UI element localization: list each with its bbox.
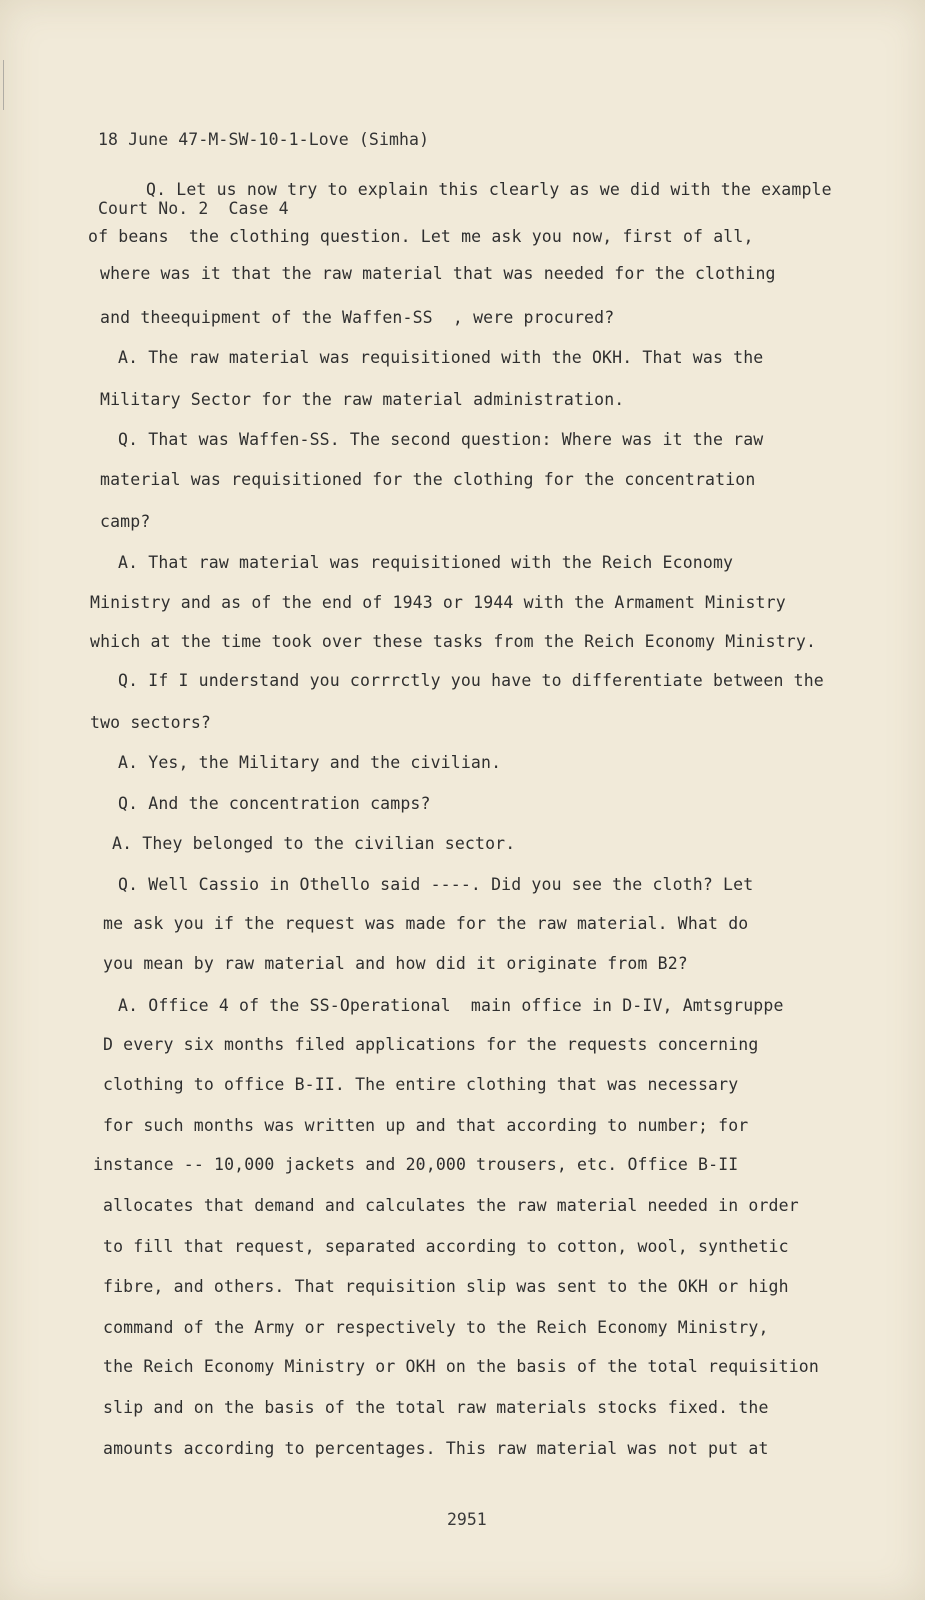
text-line: amounts according to percentages. This raw material was not put at	[103, 1439, 769, 1458]
text-line: A. Office 4 of the SS-Operational main office in D-IV, Amtsgruppe	[118, 996, 784, 1015]
text-line: where was it that the raw material that was needed for the clothing	[100, 264, 776, 283]
text-line: which at the time took over these tasks from the Reich Economy Ministry.	[90, 632, 817, 651]
text-line: instance -- 10,000 jackets and 20,000 trousers, etc. Office B-II	[93, 1155, 739, 1174]
text-line: D every six months filed applications for the requests concerning	[103, 1035, 759, 1054]
text-line: A. They belonged to the civilian sector.	[112, 834, 516, 853]
text-line: the Reich Economy Ministry or OKH on the basis of the total requisition	[103, 1357, 819, 1376]
text-line: and theequipment of the Waffen-SS , were procured?	[100, 308, 615, 327]
text-line: me ask you if the request was made for the raw material. What do	[103, 914, 749, 933]
header-line-2: Court No. 2 Case 4	[98, 199, 289, 218]
text-line: clothing to office B-II. The entire clothing that was necessary	[103, 1075, 739, 1094]
text-line: two sectors?	[90, 713, 212, 732]
text-line: Q. And the concentration camps?	[118, 794, 431, 813]
text-line: material was requisitioned for the clothing for the concentration	[100, 470, 756, 489]
text-line: Q. Let us now try to explain this clearly as we did with the example	[146, 180, 832, 199]
text-line: of beans the clothing question. Let me ask you now, first of all,	[88, 227, 754, 246]
text-line: A. Yes, the Military and the civilian.	[118, 753, 502, 772]
text-line: Q. Well Cassio in Othello said ----. Did you see the cloth? Let	[118, 875, 754, 894]
text-line: Q. That was Waffen-SS. The second question: Where was it the raw	[118, 430, 764, 449]
text-line: for such months was written up and that according to number; for	[103, 1116, 749, 1135]
text-line: command of the Army or respectively to the Reich Economy Ministry,	[103, 1318, 769, 1337]
text-line: camp?	[100, 512, 151, 531]
text-line: Q. If I understand you corrrctly you have to differentiate between the	[118, 671, 824, 690]
text-line: to fill that request, separated according to cotton, wool, synthetic	[103, 1237, 789, 1256]
text-line: A. That raw material was requisitioned with the Reich Economy	[118, 553, 734, 572]
text-line: slip and on the basis of the total raw materials stocks fixed. the	[103, 1398, 769, 1417]
text-line: fibre, and others. That requisition slip was sent to the OKH or high	[103, 1277, 789, 1296]
text-line: you mean by raw material and how did it originate from B2?	[103, 954, 688, 973]
text-line: A. The raw material was requisitioned with the OKH. That was the	[118, 348, 764, 367]
page-number: 2951	[447, 1510, 487, 1529]
header-line-1: 18 June 47-M-SW-10-1-Love (Simha)	[98, 130, 430, 149]
text-line: Ministry and as of the end of 1943 or 1944 with the Armament Ministry	[90, 593, 786, 612]
text-line: Military Sector for the raw material administration.	[100, 390, 625, 409]
text-line: allocates that demand and calculates the raw material needed in order	[103, 1196, 799, 1215]
